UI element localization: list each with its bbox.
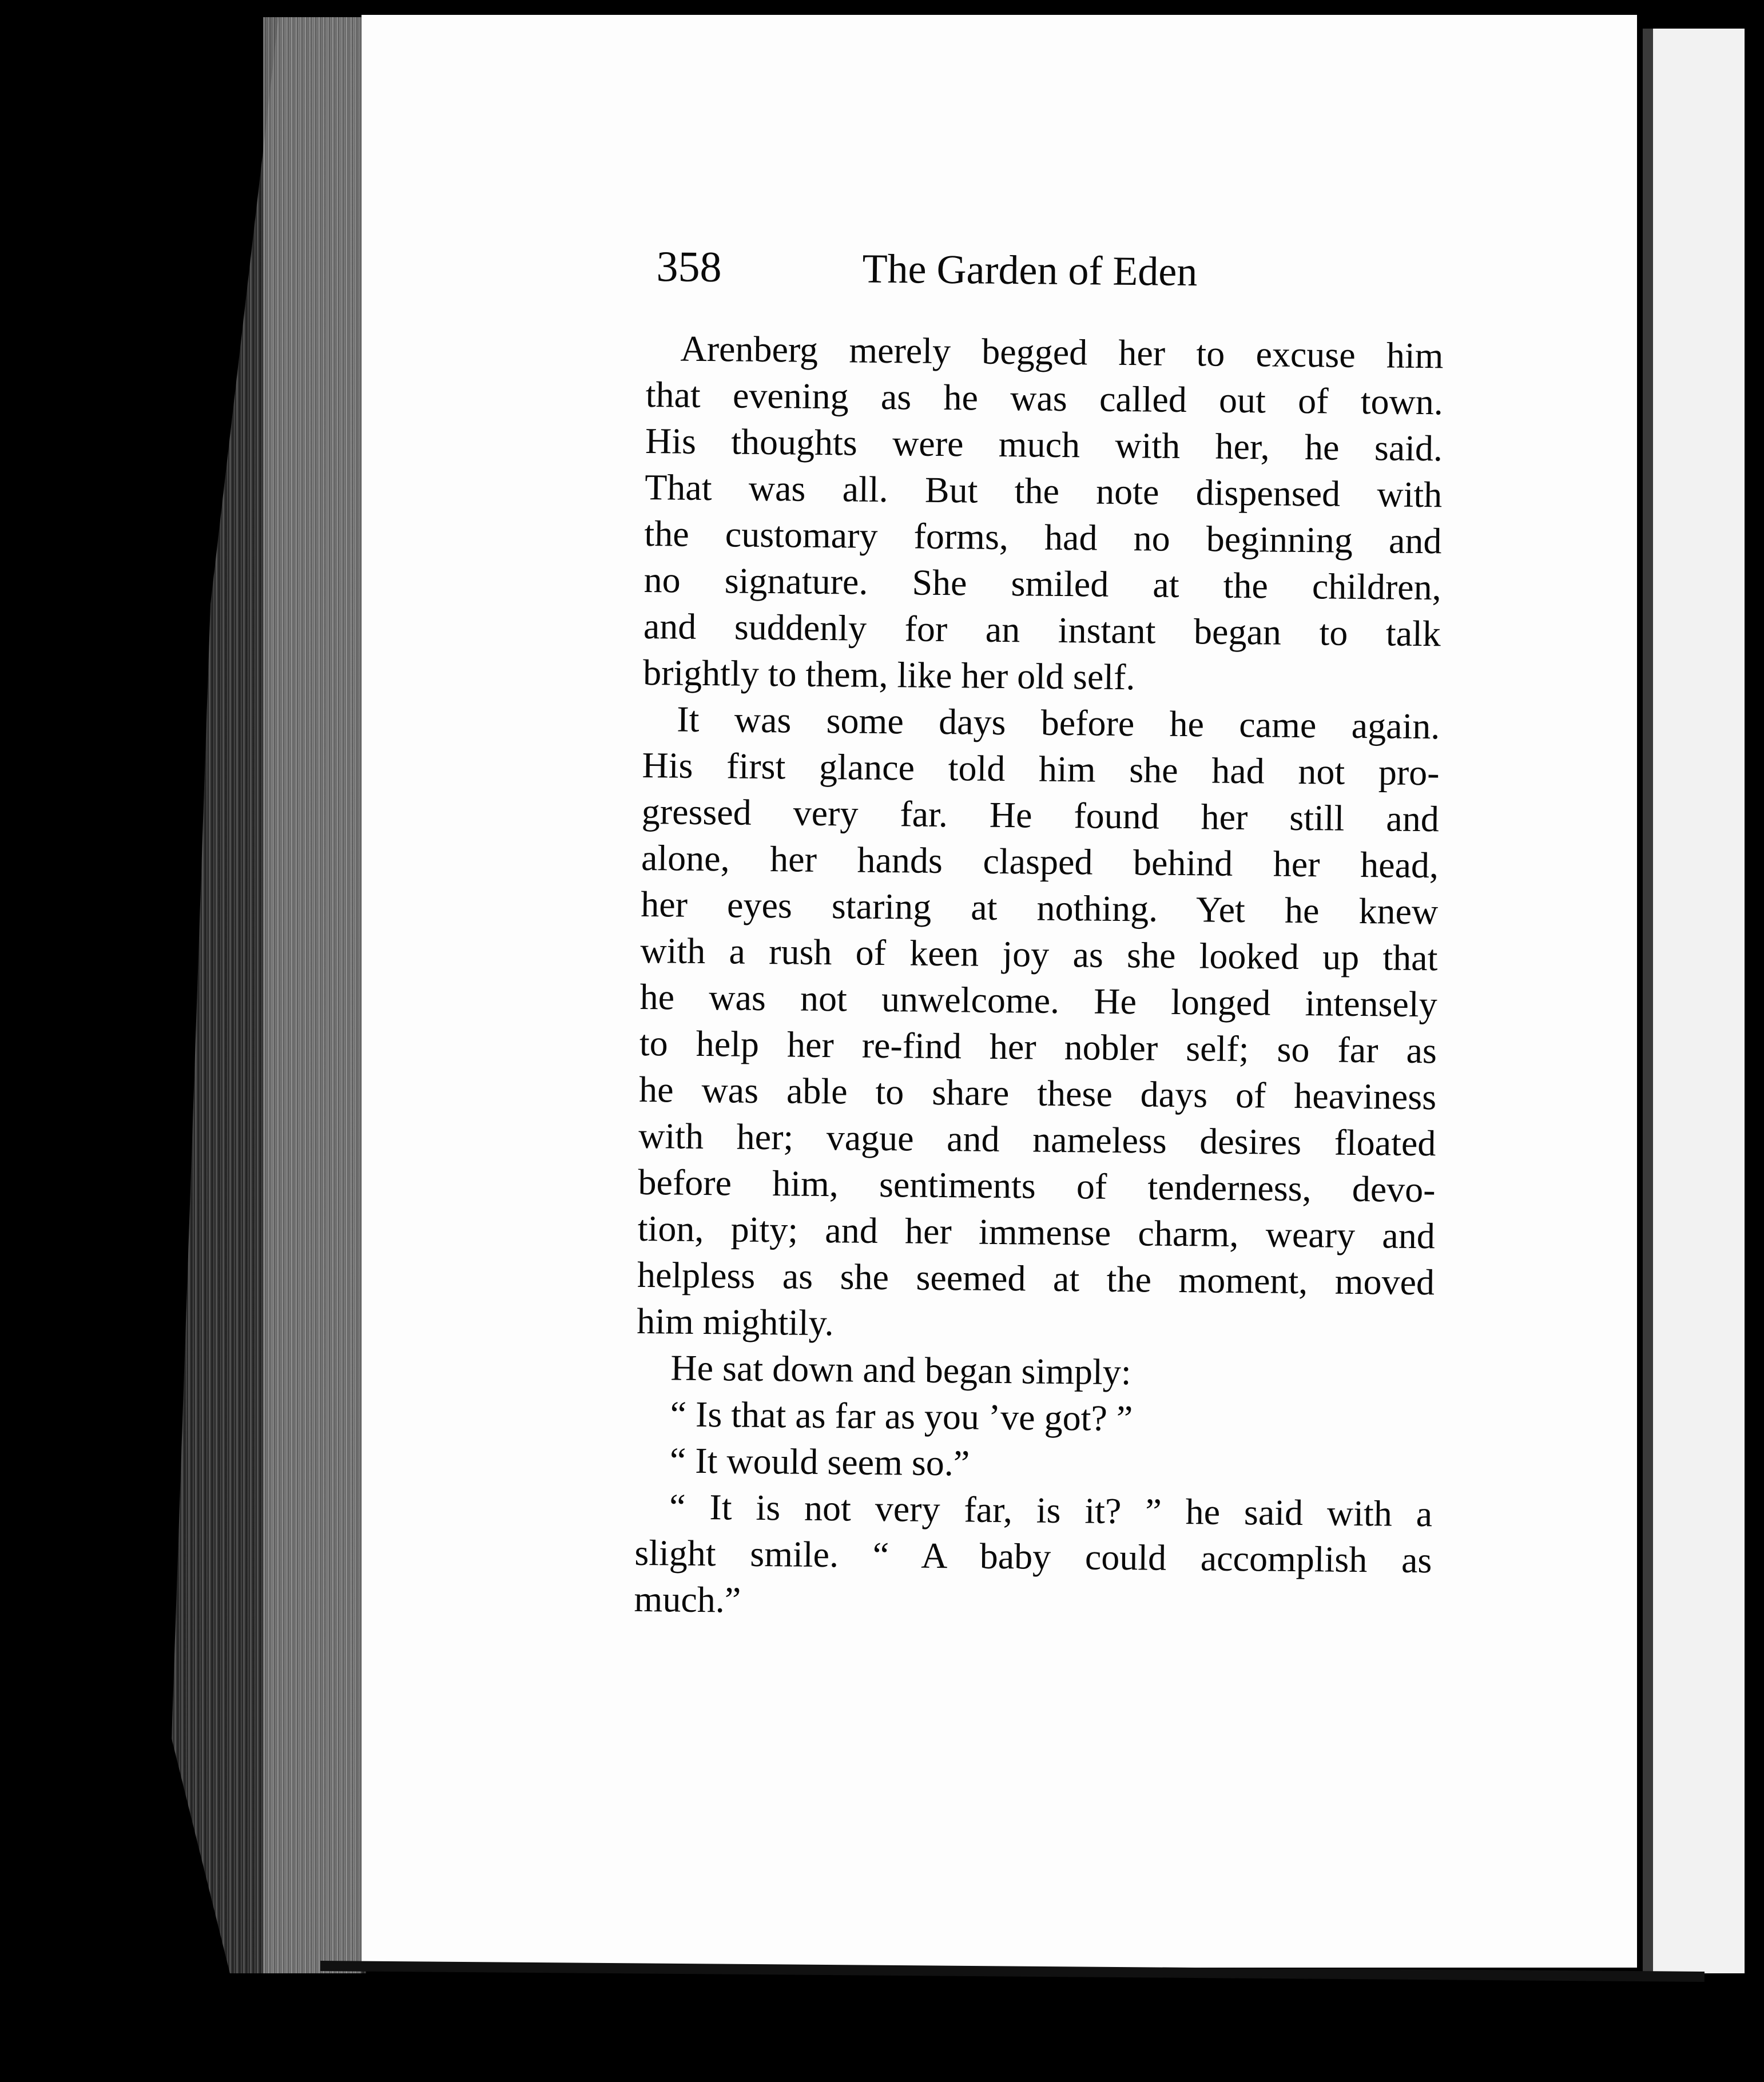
text-line: that evening as he was called out of town.	[645, 374, 1444, 423]
page-header	[656, 245, 1252, 313]
text-line: helpless as she seemed at the moment, moved	[637, 1254, 1435, 1303]
text-line: It was some days before he came again.	[677, 698, 1440, 747]
text-line: Arenberg merely begged her to excuse him	[680, 328, 1444, 376]
body-text	[634, 325, 1444, 1630]
text-line: with a rush of keen joy as she looked up that	[640, 929, 1438, 979]
text-line: her eyes staring at nothing. Yet he knew	[640, 883, 1439, 932]
text-line: he was able to share these days of heaviness	[638, 1068, 1437, 1118]
text-line: and suddenly for an instant began to talk	[643, 605, 1441, 654]
text-line: alone, her hands clasped behind her head,	[641, 837, 1439, 886]
text-line: him mightily.	[636, 1300, 834, 1344]
text-line: before him, sentiments of tenderness, devo-	[638, 1161, 1436, 1210]
text-line: he was not unwelcome. He longed intensely	[639, 976, 1438, 1025]
page-number: 358	[656, 243, 722, 292]
text-line: tion, pity; and her immense charm, weary and	[637, 1207, 1436, 1257]
text-line: the customary forms, had no beginning and	[644, 512, 1442, 562]
text-line: He sat down and began simply:	[670, 1347, 1131, 1393]
text-line: That was all. But the note dispensed with	[644, 466, 1443, 515]
book-page-edges-highlight	[263, 17, 360, 1973]
text-line: to help her re-find her nobler self; so far as	[639, 1022, 1437, 1071]
top-scan-border	[361, 0, 1764, 15]
text-line: His first glance told him she had not pro-	[642, 744, 1440, 793]
text-line: “ It is not very far, is it? ” he said with a	[669, 1486, 1433, 1535]
text-line: His thoughts were much with her, he said.	[645, 420, 1443, 469]
running-head: The Garden of Eden	[862, 245, 1198, 295]
text-line: much.”	[634, 1578, 741, 1620]
text-line: “ Is that as far as you ’ve got? ”	[670, 1393, 1133, 1439]
text-line: gressed very far. He found her still and	[641, 790, 1440, 840]
text-line: “ It would seem so.”	[669, 1440, 970, 1484]
facing-page-edge	[1643, 29, 1745, 1973]
text-line: slight smile. “ A baby could accomplish as	[634, 1532, 1432, 1581]
text-line: brightly to them, like her old self.	[642, 651, 1135, 698]
text-line: no signature. She smiled at the children,	[643, 559, 1441, 608]
text-line: with her; vague and nameless desires floated	[638, 1115, 1436, 1164]
